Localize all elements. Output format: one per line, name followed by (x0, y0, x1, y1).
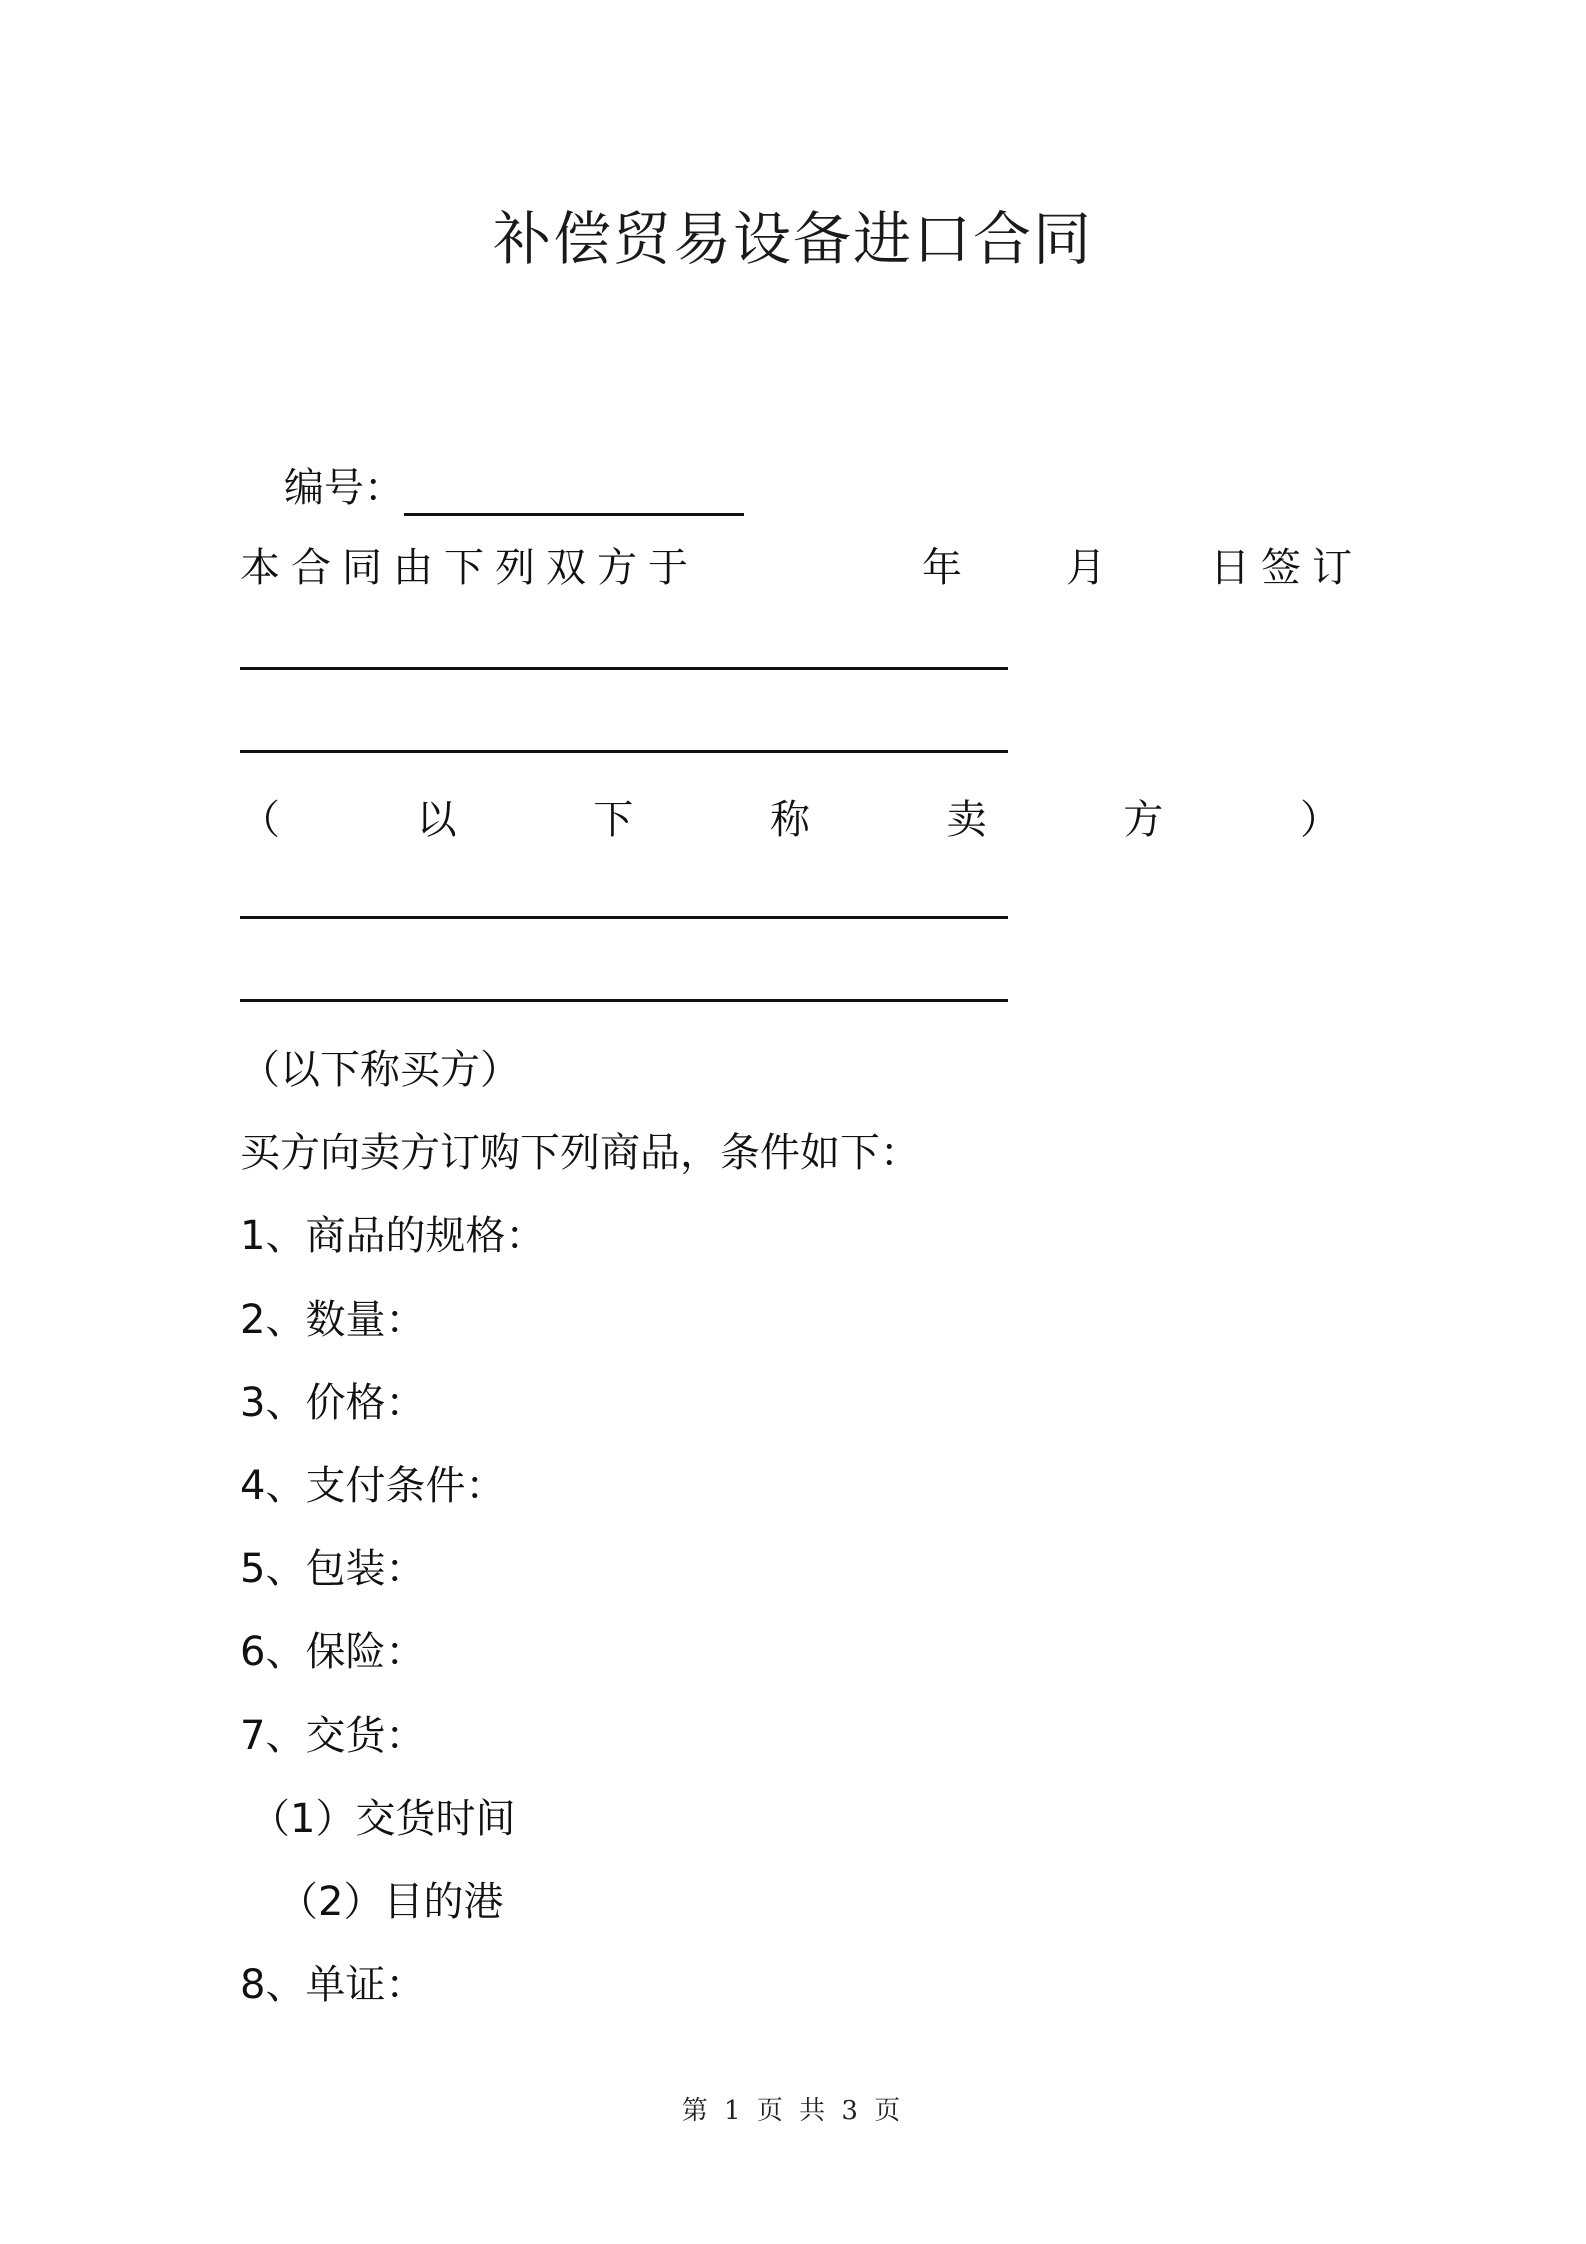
clause-payment: 4、支付条件： (240, 1463, 506, 1509)
clause-insurance: 6、保险： (240, 1629, 426, 1675)
seller-char: 称 (769, 797, 810, 843)
signing-date-row (240, 540, 1363, 596)
clause-specification: 1、商品的规格： (240, 1213, 546, 1259)
signing-year: 年 (922, 545, 962, 591)
seller-char: （ (240, 797, 280, 843)
seller-char: 以 (416, 797, 457, 843)
clause-delivery: 7、交货： (240, 1713, 426, 1759)
clause-delivery-time: （1）交货时间 (250, 1796, 516, 1842)
clause-destination-port: （2）目的港 (278, 1879, 504, 1925)
clause-documents: 8、单证： (240, 1962, 426, 2008)
clause-price: 3、价格： (240, 1380, 426, 1426)
contract-number-blank[interactable] (404, 473, 744, 516)
seller-char: 方 (1123, 797, 1164, 843)
signing-month: 月 (1066, 545, 1106, 591)
document-title: 补偿贸易设备进口合同 (492, 205, 1093, 273)
seller-label-row (240, 792, 1340, 848)
signing-day: 日签订 (1210, 545, 1363, 591)
signing-intro: 本合同由下列双方于 (240, 545, 699, 591)
seller-char: ） (1299, 797, 1340, 843)
clause-packing: 5、包装： (240, 1546, 426, 1592)
buyer-blank-line-1[interactable] (240, 916, 1008, 919)
page-footer: 第 1 页 共 3 页 (681, 2096, 905, 2126)
contract-number-row (284, 460, 744, 516)
seller-blank-line-2[interactable] (240, 750, 1008, 753)
intro-clause: 买方向卖方订购下列商品，条件如下： (240, 1130, 920, 1176)
buyer-label: （以下称买方） (240, 1047, 520, 1093)
seller-char: 卖 (946, 797, 987, 843)
seller-blank-line-1[interactable] (240, 667, 1008, 670)
clause-quantity: 2、数量： (240, 1297, 426, 1343)
contract-number-label: 编号： (284, 465, 404, 511)
buyer-blank-line-2[interactable] (240, 999, 1008, 1002)
seller-char: 下 (593, 797, 634, 843)
